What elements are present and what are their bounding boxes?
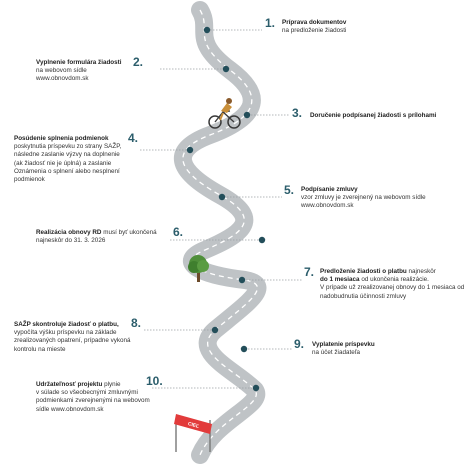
step-number-9: 9. <box>294 337 305 351</box>
step-4-body: poskytnutia príspevku zo strany SAŽP, následne zaslanie výzvy na doplnenie (ak žiadosť nie je úplná) a zaslanie Oznámenia o splnení alebo nesplnení podmienok <box>14 143 122 184</box>
step-7-body2: od ukončenia realizácie. <box>361 276 429 284</box>
step-2-text <box>36 59 131 84</box>
step-number-8: 8. <box>131 316 142 330</box>
step-6-title-tail: musí byť ukončená <box>103 229 157 236</box>
step-3-text <box>310 112 470 120</box>
finish-label: CIEĽ <box>187 420 200 430</box>
step-number-7: 7. <box>304 265 315 279</box>
step-number-2: 2. <box>133 55 144 69</box>
step-number-4: 4. <box>128 131 139 145</box>
step-1-text <box>282 19 402 35</box>
step-number-10: 10. <box>146 374 163 388</box>
step-4-text <box>14 135 126 184</box>
step-7-title-tail: najneskôr <box>408 268 436 275</box>
step-7-body: V prípade už zrealizovanej obnovy do 1 mesiaca od nadobudnutia účinnosti zmluvy <box>320 284 465 300</box>
step-2-body: na webovom sídle www.obnovdom.sk <box>36 67 89 83</box>
step-8-body: vypočíta výšku príspevku na základe zrealizovaných opatrení, prípadne vykoná kontrolu na mieste <box>14 329 131 353</box>
step-10-title-tail: plynie <box>104 381 121 388</box>
step-number-3: 3. <box>292 106 303 120</box>
step-8-text <box>14 321 136 354</box>
step-number-6: 6. <box>173 225 184 239</box>
step-10-text <box>36 381 160 414</box>
step-10-title: Udržateľnosť projektu <box>36 381 103 388</box>
step-6-body: najneskôr do 31. 3. 2026 <box>36 237 106 245</box>
step-7-deadline: do 1 mesiaca <box>320 276 360 284</box>
step-9-body: na účet žiadateľa <box>312 349 361 357</box>
step-3-title: Doručenie podpísanej žiadosti s prílohami <box>310 112 437 119</box>
step-1-body: na predloženie žiadosti <box>282 27 347 35</box>
step-2-title: Vyplnenie formulára žiadosti <box>36 59 122 66</box>
step-number-5: 5. <box>284 183 295 197</box>
step-1-title: Príprava dokumentov <box>282 19 347 26</box>
step-5-title: Podpísanie zmluvy <box>301 186 358 193</box>
step-6-title: Realizácia obnovy RD <box>36 229 102 236</box>
step-8-title: SAŽP skontroluje žiadosť o platbu, <box>14 321 119 328</box>
step-5-text <box>301 186 431 211</box>
step-10-body: v súlade so všeobecnými zmluvnými podmienkami zverejnenými na webovom sídle www.obnovdom.sk <box>36 389 150 413</box>
step-5-body: vzor zmluvy je zverejnený na webovom sídle www.obnovdom.sk <box>301 194 426 210</box>
step-4-title: Posúdenie splnenia podmienok <box>14 135 109 142</box>
step-9-title: Vyplatenie príspevku <box>312 341 375 348</box>
step-7-title: Predloženie žiadosti o platbu <box>320 268 407 275</box>
step-6-text <box>36 229 172 245</box>
step-9-text <box>312 341 432 357</box>
step-7-text <box>320 268 465 301</box>
step-number-1: 1. <box>265 16 276 30</box>
